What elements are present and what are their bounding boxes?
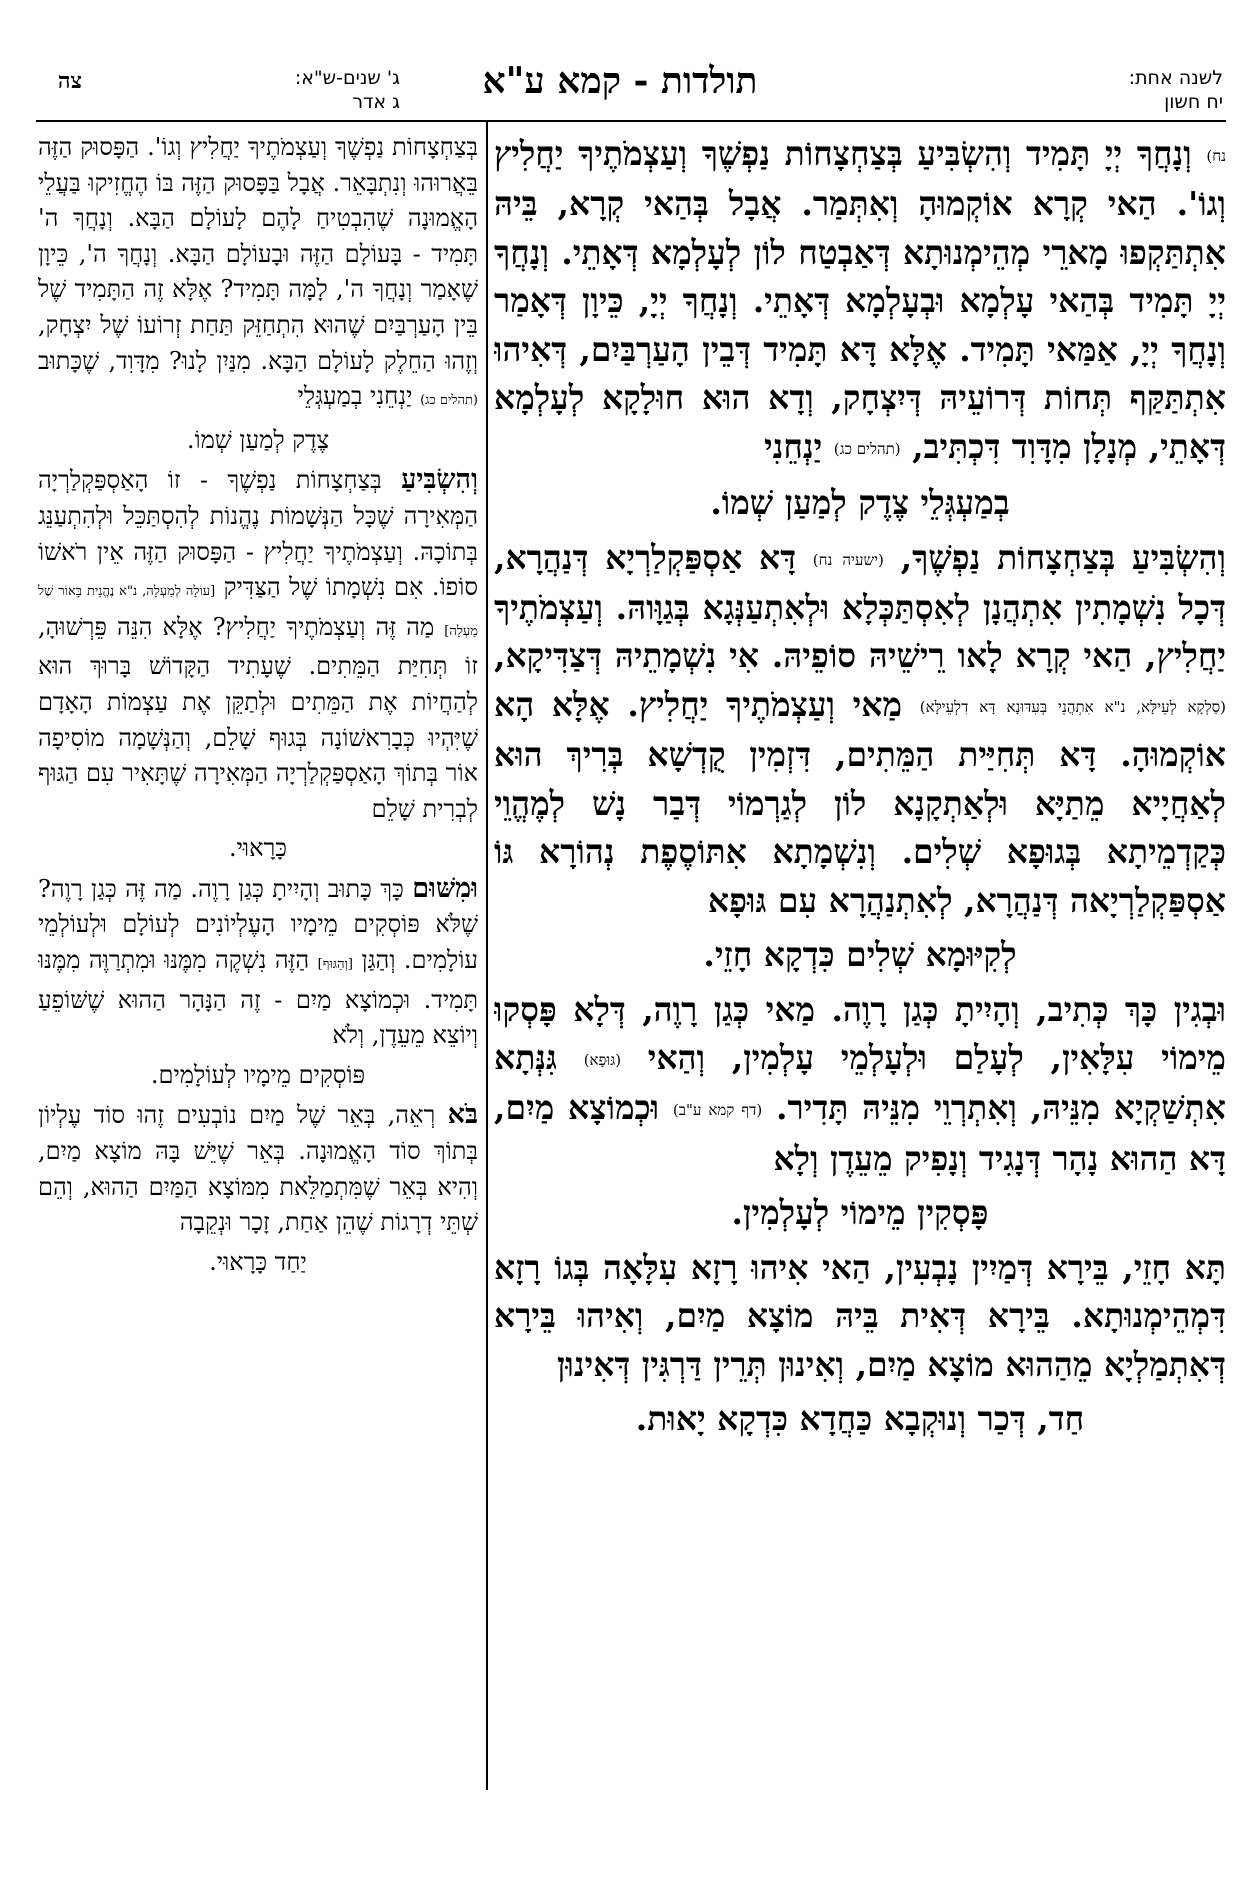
translation-paragraph [38, 1097, 478, 1240]
header-study-cycle-one-year [973, 66, 1223, 114]
translation-paragraph [38, 130, 478, 419]
paragraph-marker: נח) [1206, 146, 1226, 165]
header-right-label-1: לשנה אחת: [1128, 67, 1223, 89]
header-left-label-1: ג' שנים-ש"א: [294, 67, 400, 89]
main-text: מַאי וְעַצְמֹתֶיךָ יַחֲלִיץ. אֶלָּא הָא אוֹקְמוּהָ. דָּא תְּחִיַּית הַמֵּתִים, דִּזְמִין קֻדְשָׁא בְּרִיךְ הוּא לְאַחֲיָיא מֵתַיָּא וּלְאַתְקָנָא לוֹן לְגַרְמוֹי דְּבַר נָשׁ לְמֶהֱוֵי כְּקַדְמֵיתָא בְּגוּפָא שְׁלִים. וְנִשְׁמָתָא אִתּוֹסֶפֶת נְהוֹרָא גּוֹ אַסְפַּקְלַרְיָאה דְּנַהֲרָא, לְאִתְנַהֲרָא עִם גּוּפָא [494, 684, 1226, 920]
source-reference: (תהלים כג) [833, 439, 901, 458]
translation-text: כָּךְ כָּתוּב וְהָיִיתָ כְּגַן רָוֶה. מַה זֶּה כְּגַן רָוֶה? שֶׁלֹּא פּוֹסְקִים מֵימָיו הָעֶלְיוֹנִים לְעוֹלָם וּלְעוֹלְמֵי עוֹלָמִים. וְהַגַּן [38, 874, 478, 975]
header-left-label-2: ג אדר [352, 91, 400, 113]
main-text: וּכְמוֹצָא מַיִם, דָּא הַהוּא נָהָר דְּנָגִיד וְנָפִיק מֵעֵדֶן וְלָא [494, 1088, 1226, 1178]
main-text: וְהִשְׂבִּיעַ בְּצַחְצָחוֹת נַפְשֶׁךָ, [900, 537, 1226, 577]
folio-reference: (דף קמא ע"ב) [672, 1101, 763, 1119]
page-number: צה [57, 68, 83, 94]
source-reference: (תהלים כג) [420, 393, 478, 409]
main-paragraph [494, 534, 1226, 926]
paragraph-lead-word: בֹּא [447, 1099, 478, 1131]
page-title: תולדות - קמא ע"א [482, 60, 758, 102]
column-divider [486, 122, 488, 1790]
translation-text: יַנְחֵנִי בְמַעְגְּלֵי [297, 382, 413, 411]
main-paragraph-end: לְקִיּוּמָא שְׁלִים כִּדְקָא חָזֵי. [703, 935, 1017, 974]
main-text: דָּא אַסְפַּקְלַרְיָא דְּנַהֲרָא, דְּכָל נִשְׁמָתִין אִתְהֲנָן לְאִסְתַּכְּלָא וּלְאִתְעַנְּגָא בְּגַוָּוהּ. וְעַצְמֹתֶיךָ יַחֲלִיץ, הַאי קְרָא לָאו רֵישֵׁיהּ סוֹפֵיהּ. אִי נִשְׁמָתֵיהּ דְּצַדִּיקָא, [494, 537, 1226, 676]
main-text: גִּנְּתָא אִתְשַׁקְיָא מִנֵּיהּ, וְאִתְרְוֵי מִנֵּיהּ תָּדִיר. [494, 1038, 1226, 1128]
header-study-cycle-three-years [110, 66, 400, 114]
translation-paragraph-end: יַחַד כָּרָאוּי. [209, 1247, 307, 1276]
main-paragraph-end: בְמַעְגְּלֵי צֶדֶק לְמַעַן שְׁמוֹ. [710, 483, 1010, 522]
header-divider [36, 120, 1226, 122]
translation-text: מַה זֶּה וְעַצְמֹתֶיךָ יַחֲלִיץ? אֶלָּא הִנֵּה פֵּרְשׁוּהָ, זוֹ תְּחִיַּת הַמֵּתִים. שֶׁעָתִיד הַקָּדוֹשׁ בָּרוּךְ הוּא לְהַחֲיוֹת אֶת הַמֵּתִים וּלְתַקֵּן אֶת עַצְמוֹת הָאָדָם שֶׁיִּהְיוּ כְּבָרִאשׁוֹנָה בְּגוּף שָׁלֵם, וְהַנְּשָׁמָה מוֹסִיפָה אוֹר בְּתוֹךְ הָאַסְפַּקְלַרְיָה הַמְּאִירָה שֶׁתָּאִיר עִם הַגּוּף לְבְרִית שָׁלֵם [38, 612, 478, 823]
translation-paragraph [38, 462, 478, 827]
main-paragraph-end: חַד, דְּכַר וְנוּקְבָא כַּחֲדָא כִּדְקָא יָאוּת. [635, 1399, 1085, 1438]
translation-text: רְאֵה, בְּאֵר שֶׁל מַיִם נוֹבְעִים זֶהוּ סוֹד עֶלְיוֹן בְּתוֹךְ סוֹד הָאֱמוּנָה. בְּאֵר שֶׁיֵּשׁ בָּהּ מוֹצָא מַיִם, וְהִיא בְּאֵר שֶׁמִּתְמַלֵּאת מִמּוֹצָא הַמַּיִם הַהוּא, וְהֵם שְׁתֵּי דְרָגוֹת שֶׁהֵן אַחַת, זָכָר וּנְקֵבָה [38, 1101, 478, 1237]
translation-text: הַזֶּה נִשְׁקֶה מִמֶּנּוּ וּמִתְרַוֶּה מִמֶּנּוּ תָּמִיד. וּכְמוֹצָא מַיִם - זֶה הַנָּהָר הַהוּא שֶׁשּׁוֹפֵעַ וְיוֹצֵא מֵעֵדֶן, וְלֹא [38, 946, 478, 1050]
main-text: וְנָחֲךָ יְיָ תָּמִיד וְהִשְׂבִּיעַ בְּצַחְצָחוֹת נַפְשֶׁךָ וְעַצְמֹתֶיךָ יַחֲלִיץ וְגוֹ'. הַאי קְרָא אוֹקְמוּהָ וְאִתְּמַר. אֲבָל בְּהַאי קְרָא, בֵּיהּ אִתְתַּקְפוּ מָארֵי מְהֵימְנוּתָא דְּאַבְטַח לוֹן לְעָלְמָא דְּאָתֵי. וְנָחֲךָ יְיָ תָּמִיד בְּהַאי עָלְמָא וּבְעָלְמָא דְּאָתֵי. וְנָחֲךָ יְיָ, כֵּיוָן דְּאָמַר וְנָחֲךָ יְיָ, אַמַּאי תָּמִיד. אֶלָּא דָּא תָּמִיד דְּבֵין הָעַרְבַּיִם, דְּאִיהוּ אִתְתַּקַּף תְּחוֹת דְּרוֹעֵיהּ דְּיִצְחָק, וְדָא הוּא חוּלָקָא לְעָלְמָא דְּאָתֵי, מְנָלָן מִדָּוִד דִּכְתִּיב, [494, 134, 1226, 466]
main-text: יַנְחֵנִי [763, 426, 823, 466]
translation-paragraph-end: צֶדֶק לְמַעַן שְׁמוֹ. [186, 425, 330, 454]
variant-note: (גּוּפָא) [583, 1050, 622, 1069]
variant-note: [וְהַגּוּף] [317, 957, 353, 973]
paragraph-lead-word: וְהִשְׂבִּיעַ [401, 464, 478, 496]
translation-text: בְּצַחְצָחוֹת נַפְשֶׁךָ - זוֹ הָאַסְפַּקְלַרְיָה הַמְּאִירָה שֶׁכָּל הַנְּשָׁמוֹת נֶהֱנוֹת לְהִסְתַּכֵּל וּלְהִתְעַנֵּג בְּתוֹכָהּ. וְעַצְמֹתֶיךָ יַחֲלִיץ - הַפָּסוּק הַזֶּה אֵין רֹאשׁוֹ סוֹפוֹ. אִם נִשְׁמָתוֹ שֶׁל הַצַּדִּיק [38, 466, 478, 602]
main-text: תָּא חָזֵי, בֵּירָא דְּמַיִין נָבְעִין, הַאי אִיהוּ רָזָא עִלָּאָה בְּגוֹ רָזָא דִּמְהֵימְנוּתָא. בֵּירָא דְּאִית בֵּיהּ מוֹצָא מַיִם, וְאִיהוּ בֵּירָא דְּאִתְמַלְיָא מֵהַהוּא מוֹצָא מַיִם, וְאִינוּן תְּרֵין דַּרְגִּין דְּאִינוּן [494, 1247, 1226, 1384]
main-paragraph [494, 1244, 1226, 1390]
main-paragraph [494, 130, 1226, 473]
variant-note: (סַלְקָא לְעֵילָּא, נ"א אִתְהֲנֵי בְּעִדּוּנָא דָּא דִלְעֵילָּא) [919, 697, 1226, 716]
variant-note: [עוֹלָה לְמַעְלָה, נ"א נֶהֱנֵית בָּאוֹר שֶׁל מַעְלָה] [38, 584, 478, 639]
main-paragraph-end: פָּסְקִין מֵימוֹי לְעָלְמִין. [731, 1193, 989, 1232]
translation-paragraph-end: כָּרָאוּי. [229, 834, 287, 863]
main-paragraph [494, 986, 1226, 1184]
source-reference: (ישעיה נח) [812, 550, 884, 569]
translation-column [38, 130, 478, 1790]
paragraph-lead-word: וּמִשּׁוּם [412, 872, 478, 904]
main-text: וּבְגִין כָּךְ כְּתִיב, וְהָיִיתָ כְּגַן רָוֶה. מַאי כְּגַן רָוֶה, דְּלָא פָּסְקוּ מֵימוֹי עִלָּאִין, לְעָלַם וּלְעָלְמֵי עָלְמִין, וְהַאי [494, 989, 1226, 1077]
translation-paragraph [38, 871, 478, 1054]
main-text-column [494, 130, 1226, 1790]
translation-paragraph-end: פּוֹסְקִים מֵימָיו לְעוֹלָמִים. [150, 1060, 366, 1089]
translation-text: בְּצַחְצָחוֹת נַפְשֶׁךָ וְעַצְמֹתֶיךָ יַחֲלִיץ וְגוֹ'. הַפָּסוּק הַזֶּה בֵּאֲרוּהוּ וְנִתְבָּאֵר. אֲבָל בַּפָּסוּק הַזֶּה בּוֹ הֶחֱזִיקוּ בַּעֲלֵי הָאֱמוּנָה שֶׁהִבְטִיחַ לָהֶם לָעוֹלָם הַבָּא. וְנָחֲךָ ה' תָּמִיד - בָּעוֹלָם הַזֶּה וּבָעוֹלָם הַבָּא. וְנָחֲךָ ה', כֵּיוָן שֶׁאָמַר וְנָחֲךָ ה', לָמָּה תָּמִיד? אֶלָּא זֶה הַתָּמִיד שֶׁל בֵּין הָעַרְבַּיִם שֶׁהוּא הִתְחַזֵּק תַּחַת זְרוֹעוֹ שֶׁל יִצְחָק, וְזֶהוּ הַחֵלֶק לָעוֹלָם הַבָּא. מִנַּיִן לָנוּ? מִדָּוִד, שֶׁכָּתוּב [38, 133, 478, 375]
header-right-label-2: יח חשון [1164, 91, 1223, 113]
